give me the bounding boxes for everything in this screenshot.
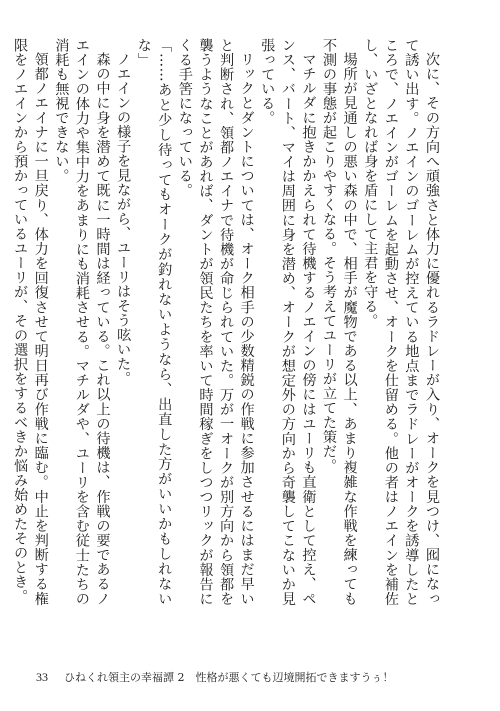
paragraph: 次に、その方向へ頑強さと体力に優れるラドレーが入り、オークを見つけ、囮になって誘い出す。ノエインのゴーレムが控えている地点までラドレーがオークを誘導したところで、ノエインがゴーレムを起動させ、オークを仕留める。他の者はノエインを補佐し、いざとなれば身を盾にして主君を守る。 (362, 38, 440, 606)
dialogue-line: 「……あと少し待ってもオークが釣れないようなら、出直した方がいいかもしれないな」 (135, 38, 173, 606)
page-footer (36, 669, 394, 685)
page-number: 33 (36, 670, 48, 684)
body-text (10, 38, 442, 606)
paragraph: リックとダントについては、オーク相手の少数精鋭の作戦に参加させるにはまだ早いと判断され、領都ノエイナで待機が命じられていた。万が一オークが別方向から領都を襲うようなことがあれば、ダントが領民たちを率いて時間稼ぎをしつつリックが報告にくる手筈になっている。 (176, 38, 255, 606)
paragraph: マチルダに抱きかかえられて待機するノエインの傍にはユーリも直衛として控え、ペンス、バート、マイは周囲に身を潜め、オークが想定外の方向から奇襲してこないか見張っている。 (259, 38, 317, 606)
paragraph: 場所が見通しの悪い森の中で、相手が魔物である以上、あまり複雑な作戦を練っても不測の事態が起こりやすくなる。そう考えてユーリが立てた策だ。 (321, 38, 358, 606)
paragraph: ノエインの様子を見ながら、ユーリはそう呟いた。 (115, 52, 132, 386)
paragraph: 領都ノエイナに一旦戻り、体力を回復させて明日再び作戦に臨む。中止を判断する権限をノエインから預かっているユーリが、その選択をするべきか悩み始めたそのとき。 (12, 38, 49, 606)
paragraph: 森の中に身を潜めて既に一時間は経っている。これ以上の待機は、作戦の要であるノエインの体力や集中力をあまりにも消耗させる。マチルダや、ユーリを含む従士たちの消耗も無視できない。 (53, 38, 111, 606)
running-title: ひねくれ領主の幸福譚 2 性格が悪くても辺境開拓できますうぅ！ (64, 671, 394, 684)
